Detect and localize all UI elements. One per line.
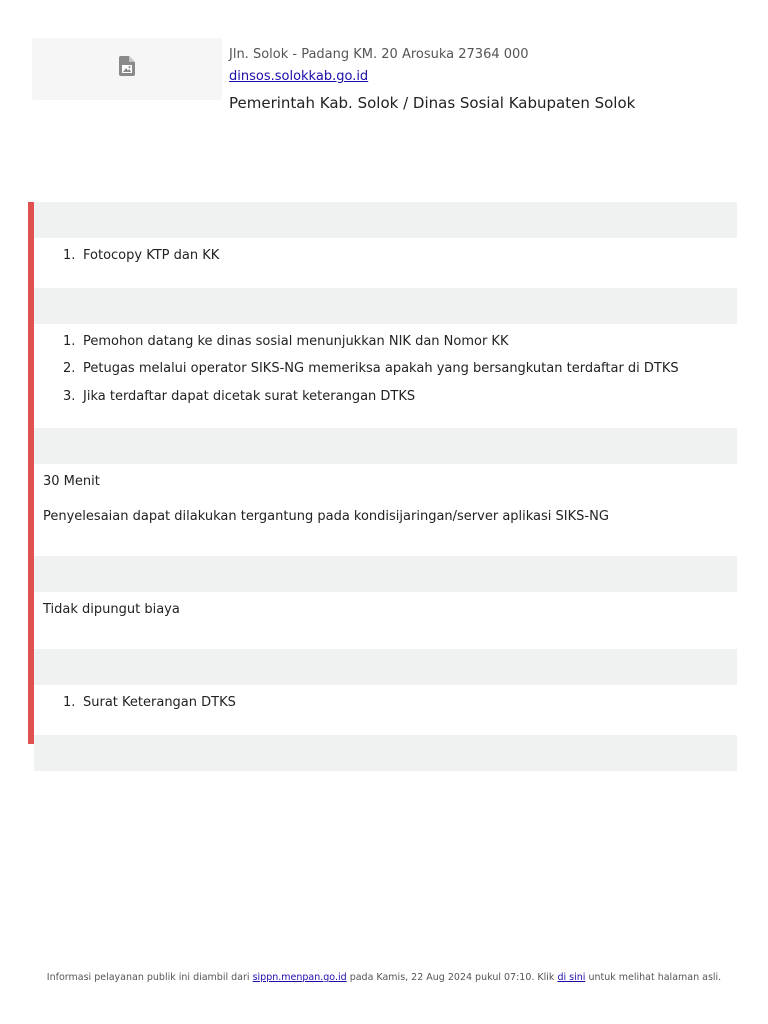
list-item: 1. Surat Keterangan DTKS [63, 693, 737, 713]
section-body-procedure [34, 324, 737, 429]
list-item: 1. Fotocopy KTP dan KK [63, 246, 737, 266]
section-body-requirements [34, 238, 737, 288]
list-item-text: Petugas melalui operator SIKS-NG memeriksa apakah yang bersangkutan terdaftar di DTKS [83, 361, 679, 377]
list-item-text: Fotocopy KTP dan KK [83, 248, 220, 263]
footer-suffix: untuk melihat halaman asli. [588, 972, 722, 983]
section-body-duration [34, 464, 737, 556]
list-item-text: Pemohon datang ke dinas sosial menunjukkan NIK dan Nomor KK [83, 333, 509, 349]
section-header-requirements [34, 202, 737, 238]
list-item-text: Jika terdaftar dapat dicetak surat keterangan DTKS [83, 388, 416, 404]
duration-value: 30 Menit [43, 474, 100, 490]
list-item: 1. Pemohon datang ke dinas sosial menunjukkan NIK dan Nomor KK [63, 332, 737, 352]
footer-prefix: Informasi pelayanan publik ini diambil dari [46, 972, 250, 983]
output-list [43, 693, 737, 713]
section-header-duration [34, 428, 737, 464]
list-item: 2. Petugas melalui operator SIKS-NG memeriksa apakah yang bersangkutan terdaftar di DTKS [63, 359, 737, 379]
agency-name: Pemerintah Kab. Solok / Dinas Sosial Kabupaten Solok [229, 94, 636, 112]
original-page-link[interactable]: di sini [557, 972, 586, 983]
section-header-cost [34, 556, 737, 592]
source-link[interactable]: sippn.menpan.go.id [252, 972, 347, 983]
logo-placeholder [32, 38, 222, 100]
section-body-cost [34, 592, 737, 649]
procedure-list [43, 332, 737, 407]
page-header [32, 38, 736, 118]
duration-note: Penyelesaian dapat dilakukan tergantung pada kondisijaringan/server aplikasi SIKS-NG [43, 509, 609, 525]
section-header-output [34, 649, 737, 685]
section-body-output [34, 685, 737, 735]
service-info-panel [28, 202, 737, 744]
footer-middle: pada Kamis, 22 Aug 2024 pukul 07:10. Klik [349, 972, 555, 983]
image-file-icon [119, 56, 135, 76]
source-footer [0, 972, 768, 983]
cost-value: Tidak dipungut biaya [43, 602, 180, 618]
section-header-extra [34, 735, 737, 771]
agency-website-link[interactable]: dinsos.solokkab.go.id [229, 69, 369, 84]
list-item: 3. Jika terdaftar dapat dicetak surat keterangan DTKS [63, 387, 737, 407]
list-item-text: Surat Keterangan DTKS [83, 695, 236, 711]
requirements-list [43, 246, 737, 266]
agency-address: Jln. Solok - Padang KM. 20 Arosuka 27364 000 [229, 47, 529, 62]
section-header-procedure [34, 288, 737, 324]
